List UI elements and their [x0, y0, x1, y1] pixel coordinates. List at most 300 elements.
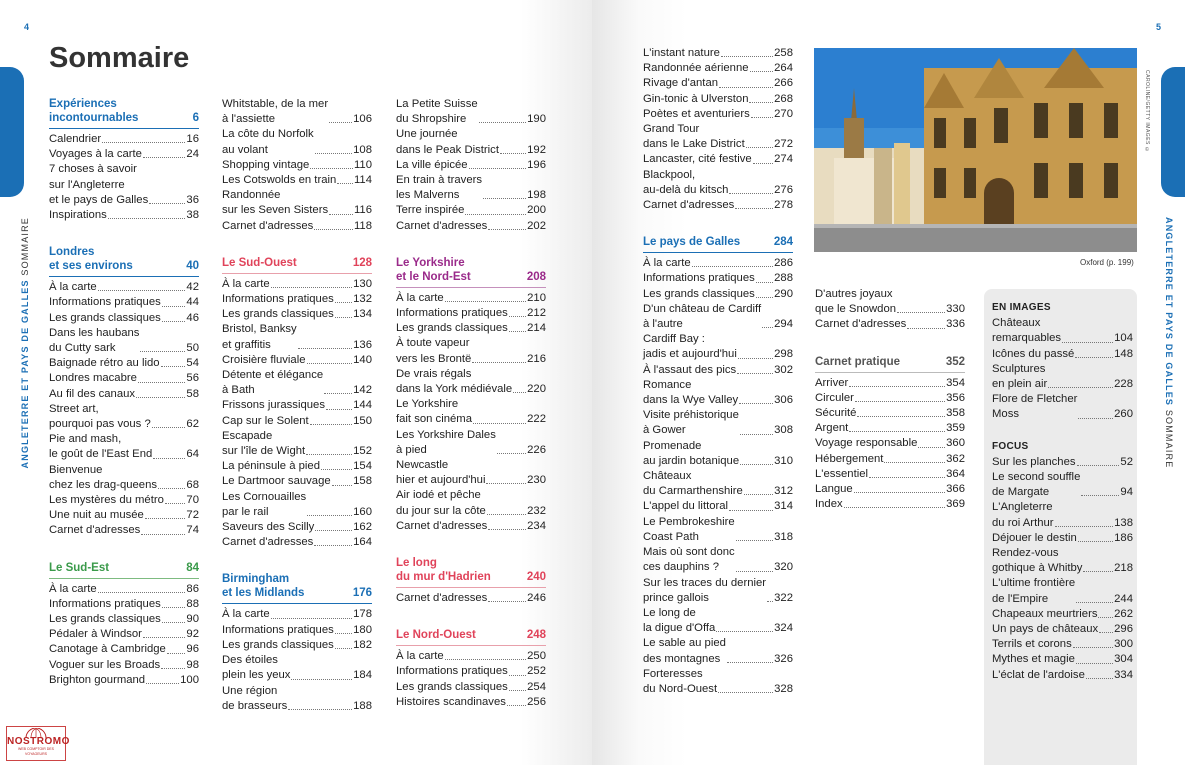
toc-section-heading[interactable] — [222, 572, 372, 604]
toc-section-title: Birmingham et les Midlands — [222, 573, 305, 600]
toc-entry-page: 200 — [527, 204, 546, 217]
toc-entry[interactable] — [222, 158, 372, 173]
toc-entry-title: Argent — [815, 422, 849, 435]
toc-section-page: 6 — [192, 112, 199, 124]
toc-entry-title: Brighton gourmand — [49, 673, 146, 686]
toc-entry[interactable] — [49, 311, 199, 326]
toc-entry-title: Forteresses du Nord-Ouest — [643, 667, 718, 695]
toc-entry-page: 300 — [1114, 638, 1133, 651]
toc-entry[interactable] — [815, 391, 965, 406]
toc-entry[interactable] — [815, 287, 965, 317]
toc-entry-title: Informations pratiques — [222, 293, 334, 306]
toc-entry[interactable] — [815, 497, 965, 512]
toc-entry-title: Informations pratiques — [396, 307, 508, 320]
toc-entry[interactable] — [396, 158, 546, 173]
toc-entry-title: Pédaler à Windsor — [49, 628, 142, 641]
left-page — [0, 0, 592, 765]
toc-entry-title: La Petite Suisse du Shropshire — [396, 98, 478, 126]
right-page-number: 5 — [1156, 22, 1162, 32]
toc-entry[interactable] — [396, 397, 546, 427]
toc-entry[interactable] — [992, 455, 1133, 470]
toc-entry[interactable] — [396, 428, 546, 458]
toc-leader-dots — [718, 692, 773, 693]
toc-entry[interactable] — [992, 652, 1133, 667]
toc-entry[interactable] — [222, 653, 372, 683]
toc-entry-page: 50 — [186, 342, 199, 355]
toc-entry-page: 114 — [353, 174, 372, 187]
toc-entry[interactable] — [49, 582, 199, 597]
toc-section-page: 352 — [945, 355, 965, 368]
toc-entry[interactable] — [49, 387, 199, 402]
toc-entry-title: À la carte — [396, 291, 444, 304]
toc-entry-title: Sculptures en plein air — [992, 362, 1048, 391]
toc-entry-page: 136 — [353, 338, 372, 351]
toc-entry[interactable] — [396, 306, 546, 321]
toc-entry[interactable] — [222, 520, 372, 535]
toc-entry[interactable] — [396, 219, 546, 234]
toc-entry-title: Baignade rétro au lido — [49, 357, 160, 370]
toc-leader-dots — [740, 464, 773, 465]
toc-entry[interactable] — [643, 332, 793, 362]
toc-section-heading[interactable] — [49, 245, 199, 277]
toc-entry[interactable] — [643, 408, 793, 438]
toc-section — [49, 561, 199, 688]
toc-entry[interactable] — [643, 606, 793, 636]
toc-entry[interactable] — [643, 515, 793, 545]
toc-entry[interactable] — [49, 658, 199, 673]
toc-entry[interactable] — [49, 356, 199, 371]
toc-entry[interactable] — [49, 371, 199, 386]
toc-leader-dots — [1081, 495, 1119, 496]
toc-entry-page: 62 — [186, 418, 199, 431]
toc-section-heading[interactable] — [49, 97, 199, 129]
toc-entry[interactable] — [396, 488, 546, 518]
toc-entry[interactable] — [643, 256, 793, 271]
toc-entry-title: À la carte — [222, 277, 270, 290]
toc-leader-dots — [472, 362, 526, 363]
toc-leader-dots — [445, 301, 526, 302]
toc-entry[interactable] — [992, 316, 1133, 346]
toc-entry[interactable] — [815, 421, 965, 436]
toc-entry[interactable] — [396, 173, 546, 203]
toc-entry[interactable] — [643, 168, 793, 198]
toc-entry-title: Le Yorkshire fait son cinéma — [396, 398, 472, 426]
toc-entry[interactable] — [222, 638, 372, 653]
toc-entry[interactable] — [643, 302, 793, 332]
toc-entry[interactable] — [49, 597, 199, 612]
toc-entry-title: Les Cotswolds en train — [222, 174, 337, 187]
toc-entry[interactable] — [49, 432, 199, 462]
toc-entry-page: 306 — [774, 394, 793, 407]
toc-leader-dots — [729, 510, 773, 511]
toc-entry[interactable] — [643, 439, 793, 469]
toc-entry-title: Whitstable, de la mer à l'assiette — [222, 98, 329, 126]
toc-entry[interactable] — [396, 203, 546, 218]
toc-leader-dots — [140, 351, 185, 352]
toc-entry-page: 210 — [527, 291, 546, 304]
toc-leader-dots — [738, 358, 773, 359]
toc-entry-page: 250 — [527, 650, 546, 663]
toc-leader-dots — [500, 153, 526, 154]
toc-section-page: 248 — [526, 629, 546, 642]
toc-entry-title: À la carte — [222, 608, 270, 621]
toc-entry[interactable] — [396, 127, 546, 157]
toc-leader-dots — [884, 462, 945, 463]
toc-entry-page: 254 — [527, 680, 546, 693]
toc-section-title: Le Sud-Ouest — [222, 256, 297, 269]
toc-leader-dots — [161, 668, 185, 669]
toc-entry[interactable] — [643, 378, 793, 408]
toc-entry-page: 144 — [353, 399, 372, 412]
toc-entry-page: 180 — [353, 623, 372, 636]
right-edge-label — [1164, 217, 1174, 468]
toc-entry-title: Le second souffle de Margate — [992, 471, 1081, 499]
toc-entry-page: 212 — [527, 307, 546, 320]
toc-leader-dots — [315, 530, 352, 531]
toc-entry[interactable] — [643, 61, 793, 76]
toc-entry-title: Déjouer le destin — [992, 531, 1077, 544]
toc-entry-title: Informations pratiques — [222, 623, 334, 636]
toc-section-heading[interactable] — [222, 256, 372, 274]
toc-entry[interactable] — [222, 414, 372, 429]
toc-entry[interactable] — [222, 490, 372, 520]
toc-entry[interactable] — [222, 623, 372, 638]
toc-entry[interactable] — [992, 347, 1133, 362]
toc-entry[interactable] — [643, 545, 793, 575]
toc-entry[interactable] — [396, 336, 546, 366]
toc-leader-dots — [153, 458, 185, 459]
toc-leader-dots — [98, 592, 186, 593]
toc-column-1 — [49, 97, 199, 688]
toc-column-3 — [396, 97, 546, 710]
toc-entry-page: 54 — [186, 357, 199, 370]
toc-entry[interactable] — [222, 607, 372, 622]
toc-entry[interactable] — [49, 493, 199, 508]
toc-entry[interactable] — [396, 664, 546, 679]
toc-section-heading[interactable] — [396, 256, 546, 288]
features-box-heading: FOCUS — [992, 440, 1029, 452]
toc-leader-dots — [307, 515, 352, 516]
toc-entry-page: 196 — [527, 158, 546, 171]
toc-entry[interactable] — [992, 470, 1133, 500]
toc-leader-dots — [844, 507, 946, 508]
toc-entry-title: Mythes et magie — [992, 653, 1075, 666]
toc-section-page: 284 — [773, 236, 793, 249]
toc-entry[interactable] — [222, 219, 372, 234]
toc-entry[interactable] — [643, 46, 793, 61]
toc-leader-dots — [1076, 663, 1113, 664]
toc-leader-dots — [473, 423, 526, 424]
toc-entry-title: Les mystères du métro — [49, 494, 164, 507]
toc-entry[interactable] — [222, 127, 372, 157]
left-page-number: 4 — [24, 22, 30, 32]
toc-entry[interactable] — [222, 353, 372, 368]
toc-section-heading[interactable] — [643, 235, 793, 253]
toc-entry[interactable] — [992, 668, 1133, 683]
toc-entry[interactable] — [49, 295, 199, 310]
toc-entry[interactable] — [992, 546, 1133, 576]
toc-entry-title: Rendez-vous gothique à Whitby — [992, 547, 1083, 575]
toc-leader-dots — [736, 571, 773, 572]
toc-entry[interactable] — [992, 531, 1133, 546]
toc-leader-dots — [751, 117, 773, 118]
toc-entry[interactable] — [49, 402, 199, 432]
toc-entry[interactable] — [222, 398, 372, 413]
toc-entry-title: Romance dans la Wye Valley — [643, 378, 739, 407]
toc-leader-dots — [310, 424, 352, 425]
toc-entry[interactable] — [49, 280, 199, 295]
toc-entry[interactable] — [643, 363, 793, 378]
toc-entry[interactable] — [222, 322, 372, 352]
toc-entry-page: 366 — [946, 483, 965, 496]
toc-entry-title: Carnet d'adresses — [396, 592, 488, 605]
toc-leader-dots — [509, 316, 526, 317]
toc-entry-page: 140 — [353, 353, 372, 366]
toc-leader-dots — [753, 163, 774, 164]
toc-section-page: 84 — [186, 561, 199, 574]
toc-section-title: Expériences incontournables — [49, 98, 139, 124]
toc-entry[interactable] — [49, 326, 199, 356]
toc-leader-dots — [469, 168, 527, 169]
toc-section-heading[interactable] — [396, 556, 546, 588]
toc-entry[interactable] — [815, 317, 965, 332]
toc-leader-dots — [1062, 342, 1113, 343]
toc-leader-dots — [513, 392, 526, 393]
toc-entry-page: 46 — [186, 311, 199, 324]
toc-entry[interactable] — [222, 474, 372, 489]
toc-leader-dots — [486, 483, 526, 484]
toc-entry-title: Carnet d'adresses — [643, 199, 735, 212]
toc-entry-page: 214 — [527, 322, 546, 335]
toc-entry-title: Lancaster, cité festive — [643, 153, 752, 166]
toc-leader-dots — [497, 453, 526, 454]
toc-entry[interactable] — [643, 636, 793, 666]
toc-leader-dots — [488, 229, 526, 230]
toc-entry-page: 359 — [946, 422, 965, 435]
toc-entry-page: 226 — [527, 443, 546, 456]
toc-column-5 — [815, 287, 965, 512]
toc-entry[interactable] — [643, 576, 793, 606]
toc-entry-page: 130 — [353, 277, 372, 290]
toc-entry[interactable] — [643, 271, 793, 286]
toc-entry-page: 330 — [946, 303, 965, 316]
toc-entry[interactable] — [396, 649, 546, 664]
toc-entry-title: Carnet d'adresses — [815, 318, 907, 331]
toc-entry[interactable] — [396, 367, 546, 397]
toc-entry[interactable] — [643, 92, 793, 107]
toc-entry[interactable] — [992, 362, 1133, 392]
toc-entry-page: 296 — [1114, 623, 1133, 636]
page-title: Sommaire — [49, 42, 190, 74]
toc-entry-title: Cardiff Bay : jadis et aujourd'hui — [643, 333, 737, 361]
toc-entry[interactable] — [643, 198, 793, 213]
toc-entry-page: 138 — [1114, 516, 1133, 529]
toc-entry-page: 336 — [946, 318, 965, 331]
toc-entry[interactable] — [49, 523, 199, 538]
toc-entry[interactable] — [992, 500, 1133, 530]
toc-entry[interactable] — [49, 132, 199, 147]
toc-entry-title: Sur les traces du dernier prince gallois — [643, 576, 767, 604]
toc-entry-title: Les grands classiques — [396, 322, 508, 335]
features-box-heading: EN IMAGES — [992, 302, 1051, 313]
toc-entry[interactable] — [643, 152, 793, 167]
toc-entry-page: 369 — [946, 498, 965, 511]
toc-entry[interactable] — [992, 637, 1133, 652]
toc-entry[interactable] — [222, 535, 372, 550]
toc-entry[interactable] — [49, 162, 199, 208]
toc-entry-title: Les grands classiques — [643, 287, 755, 300]
toc-entry-page: 274 — [774, 153, 793, 166]
toc-entry-title: Les grands classiques — [49, 311, 161, 324]
toc-entry-page: 58 — [186, 387, 199, 400]
toc-entry[interactable] — [396, 591, 546, 606]
toc-leader-dots — [1098, 617, 1113, 618]
toc-entry[interactable] — [643, 469, 793, 499]
toc-entry-title: À la carte — [49, 281, 97, 294]
toc-leader-dots — [162, 306, 186, 307]
toc-entry-title: Les Yorkshire Dales à pied — [396, 428, 496, 456]
toc-entry[interactable] — [222, 368, 372, 398]
toc-entry[interactable] — [643, 107, 793, 122]
toc-entry-title: Air iodé et pêche du jour sur la côte — [396, 489, 486, 517]
toc-entry[interactable] — [815, 376, 965, 391]
toc-entry[interactable] — [222, 292, 372, 307]
toc-entry[interactable] — [49, 463, 199, 493]
toc-entry-title: Randonnée sur les Seven Sisters — [222, 189, 329, 217]
toc-entry[interactable] — [396, 519, 546, 534]
right-edge-subtitle: SOMMAIRE — [1164, 409, 1174, 469]
toc-entry[interactable] — [643, 667, 793, 697]
toc-section — [396, 97, 546, 234]
toc-section-heading[interactable] — [815, 355, 965, 373]
toc-entry[interactable] — [815, 436, 965, 451]
toc-entry[interactable] — [815, 406, 965, 421]
toc-entry-title: Blackpool, au-delà du kitsch — [643, 168, 729, 196]
toc-entry-page: 16 — [186, 133, 199, 145]
toc-entry[interactable] — [992, 607, 1133, 622]
toc-leader-dots — [324, 393, 352, 394]
toc-section-page: 40 — [186, 260, 199, 273]
toc-entry[interactable] — [49, 612, 199, 627]
toc-section — [396, 628, 546, 710]
toc-entry-title: Au fil des canaux — [49, 387, 136, 400]
toc-entry[interactable] — [396, 680, 546, 695]
toc-entry[interactable] — [222, 429, 372, 459]
toc-entry[interactable] — [396, 695, 546, 710]
toc-entry-title: Le sable au pied des montagnes — [643, 637, 726, 665]
toc-entry-title: Carnet d'adresses — [49, 524, 141, 537]
toc-entry-title: Bristol, Banksy et graffitis — [222, 323, 297, 351]
toc-entry-title: Cap sur le Solent — [222, 414, 309, 427]
toc-leader-dots — [161, 366, 186, 367]
toc-entry-page: 154 — [353, 460, 372, 473]
toc-leader-dots — [288, 709, 352, 710]
toc-entry[interactable] — [396, 321, 546, 336]
toc-leader-dots — [737, 373, 773, 374]
toc-entry-title: Grand Tour dans le Lake District — [643, 123, 745, 151]
toc-entry[interactable] — [222, 173, 372, 188]
toc-entry[interactable] — [815, 467, 965, 482]
toc-entry[interactable] — [992, 622, 1133, 637]
toc-entry[interactable] — [992, 576, 1133, 606]
toc-entry[interactable] — [815, 452, 965, 467]
toc-entry[interactable] — [49, 627, 199, 642]
toc-leader-dots — [692, 266, 773, 267]
toc-entry[interactable] — [222, 459, 372, 474]
toc-entry-title: Flore de Fletcher Moss — [992, 393, 1078, 421]
toc-entry-page: 116 — [353, 204, 372, 217]
toc-leader-dots — [465, 214, 526, 215]
toc-entry-page: 268 — [774, 92, 793, 105]
toc-entry-page: 358 — [946, 407, 965, 420]
toc-leader-dots — [749, 102, 773, 103]
toc-entry-title: Les grands classiques — [396, 680, 508, 693]
logo-tagline: WEB COMPTOIR DES VOYAGEURS — [18, 747, 54, 756]
toc-leader-dots — [756, 282, 773, 283]
toc-entry[interactable] — [49, 208, 199, 223]
toc-entry-page: 262 — [1114, 607, 1133, 620]
toc-entry[interactable] — [49, 147, 199, 162]
toc-section — [815, 287, 965, 333]
toc-section — [49, 97, 199, 223]
toc-entry-title: En train à travers les Malverns — [396, 174, 483, 202]
toc-entry-page: 328 — [774, 682, 793, 695]
toc-entry[interactable] — [222, 684, 372, 714]
toc-section-heading[interactable] — [396, 628, 546, 646]
toc-entry[interactable] — [643, 122, 793, 152]
toc-leader-dots — [1048, 387, 1113, 388]
toc-leader-dots — [165, 503, 186, 504]
toc-entry-page: 362 — [946, 452, 965, 465]
toc-entry-title: Index — [815, 498, 843, 511]
toc-entry[interactable] — [396, 458, 546, 488]
toc-section — [222, 97, 372, 234]
toc-entry[interactable] — [222, 307, 372, 322]
toc-section-heading[interactable] — [49, 561, 199, 579]
toc-entry-title: À toute vapeur vers les Brontë — [396, 337, 472, 365]
toc-entry-page: 320 — [774, 561, 793, 574]
toc-entry[interactable] — [643, 499, 793, 514]
toc-leader-dots — [445, 659, 526, 660]
toc-entry-page: 356 — [946, 391, 965, 404]
toc-entry[interactable] — [396, 97, 546, 127]
toc-entry[interactable] — [643, 76, 793, 91]
toc-entry[interactable] — [49, 673, 199, 688]
right-edge-title: ANGLETERRE ET PAYS DE GALLES — [1164, 217, 1174, 407]
toc-entry-title: Calendrier — [49, 133, 102, 145]
toc-leader-dots — [483, 198, 526, 199]
toc-entry[interactable] — [49, 642, 199, 657]
toc-entry-page: 198 — [527, 189, 546, 202]
toc-entry[interactable] — [396, 291, 546, 306]
toc-entry-page: 266 — [774, 77, 793, 90]
toc-entry-page: 364 — [946, 467, 965, 480]
toc-entry[interactable] — [815, 482, 965, 497]
toc-entry-title: Croisière fluviale — [222, 353, 306, 366]
toc-entry[interactable] — [49, 508, 199, 523]
toc-entry-page: 232 — [527, 504, 546, 517]
toc-entry[interactable] — [222, 97, 372, 127]
toc-entry[interactable] — [992, 392, 1133, 422]
toc-entry[interactable] — [222, 277, 372, 292]
toc-section-page: 176 — [352, 587, 372, 600]
toc-entry[interactable] — [222, 188, 372, 218]
toc-leader-dots — [146, 683, 179, 684]
toc-entry[interactable] — [643, 287, 793, 302]
toc-entry-page: 184 — [353, 669, 372, 682]
toc-entry-page: 286 — [774, 257, 793, 270]
toc-leader-dots — [136, 397, 185, 398]
